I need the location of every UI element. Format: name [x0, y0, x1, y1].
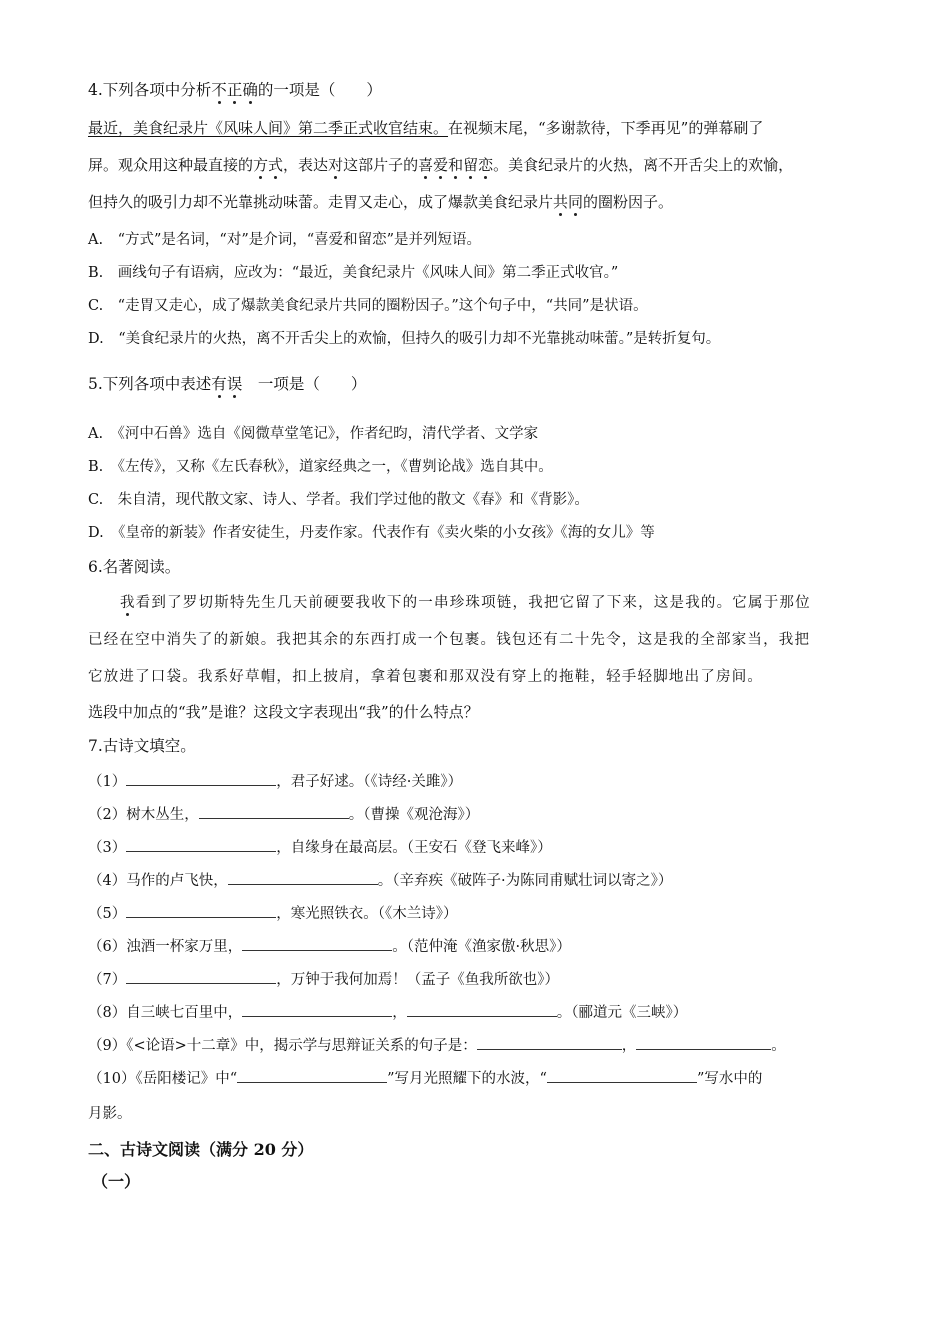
- fill-blank[interactable]: [126, 836, 276, 852]
- q7-item-10: [88, 1067, 762, 1089]
- q7-item-6: [88, 935, 571, 957]
- fill-blank[interactable]: [636, 1034, 771, 1050]
- q7-item-text: （1）: [88, 774, 127, 790]
- fill-blank[interactable]: [547, 1067, 697, 1083]
- q5-title: [88, 374, 366, 394]
- q5-emphasis-char: 误: [226, 375, 243, 393]
- q7-item-text: 。（辛弃疾《破阵子·为陈同甫赋壮词以寄之》）: [377, 873, 673, 889]
- section-heading: 二、古诗文阅读（满分 20 分）: [88, 1140, 314, 1159]
- q7-item-text: 。（范仲淹《渔家傲·秋思》）: [392, 939, 571, 955]
- q5-title-text: 5.下列各项中表述: [88, 375, 212, 393]
- q7-item-text: ，: [392, 1005, 407, 1021]
- q4-emphasis-char: 恋: [478, 156, 494, 174]
- fill-blank[interactable]: [407, 1001, 557, 1017]
- q7-item-text: （3）: [88, 840, 127, 856]
- q7-item-10-cont: 月影。: [88, 1106, 132, 1122]
- q4-passage-line3: [88, 192, 673, 212]
- q4-passage-line1: [88, 118, 763, 138]
- q4-emphasis-char: 留: [463, 156, 479, 174]
- q6-emphasis-char: 我: [120, 595, 136, 611]
- fill-blank[interactable]: [126, 968, 276, 984]
- q4-passage-text: 这部片子的: [343, 156, 419, 174]
- q7-item-text: （8）自三峡七百里中，: [88, 1005, 243, 1021]
- q6-title: 6.名著阅读。: [88, 558, 181, 576]
- q4-title-text: 的一项是（ ）: [257, 81, 382, 99]
- q5-option-d: D. 《皇帝的新装》作者安徒生，丹麦作家。代表作有《卖火柴的小女孩》《海的女儿》等: [88, 525, 655, 541]
- q4-emphasis-char: 共: [553, 193, 569, 211]
- q5-option-a: A. 《河中石兽》选自《阅微草堂笔记》，作者纪昀，清代学者、文学家: [88, 426, 539, 442]
- q7-title: 7.古诗文填空。: [88, 737, 196, 755]
- q7-item-text: ，寒光照铁衣。（《木兰诗》）: [276, 906, 458, 922]
- q4-emphasis-char: 和: [448, 156, 464, 174]
- q4-passage-text: 在视频末尾，“多谢款待，下季再见”的弹幕刷了: [448, 119, 764, 137]
- fill-blank[interactable]: [242, 935, 392, 951]
- q7-item-4: [88, 869, 672, 891]
- fill-blank[interactable]: [126, 770, 276, 786]
- q7-item-text: （5）: [88, 906, 127, 922]
- q7-item-3: [88, 836, 552, 858]
- q4-emphasis-char: 确: [242, 81, 258, 99]
- q7-item-2: [88, 803, 479, 825]
- q7-item-text: 。: [771, 1038, 786, 1054]
- q5-option-b: B. 《左传》，又称《左氏春秋》，道家经典之一，《曹刿论战》选自其中。: [88, 459, 553, 475]
- q7-item-7: [88, 968, 559, 990]
- q4-emphasis-char: 不: [211, 81, 227, 99]
- q7-item-8: [88, 1001, 687, 1023]
- fill-blank[interactable]: [199, 803, 349, 819]
- fill-blank[interactable]: [126, 902, 276, 918]
- q6-passage-line3: 它放进了口袋。我系好草帽，扣上披肩，拿着包裹和那双没有穿上的拖鞋，轻手轻脚地出了房间。: [88, 669, 764, 685]
- q4-option-d: D. “美食纪录片的火热，离不开舌尖上的欢愉，但持久的吸引力却不光靠挑动味蕾。”是转折复句。: [88, 331, 721, 347]
- q7-item-text: ”写水中的: [696, 1071, 763, 1087]
- q5-option-c: C. 朱自清，现代散文家、诗人、学者。我们学过他的散文《春》和《背影》。: [88, 492, 589, 508]
- q7-item-text: ，: [621, 1038, 637, 1054]
- q4-passage-line2: [88, 155, 793, 175]
- q7-item-text: （9）《<论语>十二章》中，揭示学与思辩证关系的句子是：: [88, 1038, 477, 1054]
- fill-blank[interactable]: [228, 869, 378, 885]
- q6-question: 选段中加点的“我”是谁？这段文字表现出“我”的什么特点？: [88, 703, 479, 721]
- q7-item-text: （7）: [88, 972, 127, 988]
- q4-title: [88, 80, 382, 100]
- q4-passage-text: ，表达: [283, 156, 329, 174]
- q7-item-text: 。（曹操《观沧海》）: [348, 807, 480, 823]
- q7-item-text: ，君子好逑。（《诗经·关雎》）: [276, 774, 463, 790]
- q7-item-5: [88, 902, 457, 924]
- q4-title-text: 4.下列各项中分析: [88, 81, 212, 99]
- q7-item-text: （2）树木丛生，: [88, 807, 199, 823]
- q4-option-a: A. “方式”是名词，“对”是介词，“喜爱和留恋”是并列短语。: [88, 232, 482, 248]
- q5-emphasis-char: 有: [211, 375, 227, 393]
- q7-item-text: ，自缘身在最高层。（王安石《登飞来峰》）: [276, 840, 552, 856]
- q7-item-text: 。（郦道元《三峡》）: [556, 1005, 688, 1021]
- fill-blank[interactable]: [477, 1034, 622, 1050]
- q7-item-text: （6）浊酒一杯家万里，: [88, 939, 243, 955]
- q4-option-b: B. 画线句子有语病，应改为：“最近，美食纪录片《风味人间》第二季正式收官。”: [88, 265, 619, 281]
- q6-passage-line1: [120, 593, 811, 613]
- q4-underlined-sentence: 最近，美食纪录片《风味人间》第二季正式收官结束。: [88, 119, 449, 137]
- q7-item-9: [88, 1034, 786, 1056]
- q4-passage-text: 。美食纪录片的火热，离不开舌尖上的欢愉，: [493, 156, 794, 174]
- q4-option-c: C. “走胃又走心，成了爆款美食纪录片共同的圈粉因子。”这个句子中，“共同”是状语。: [88, 298, 648, 314]
- q4-emphasis-char: 同: [568, 193, 584, 211]
- q6-passage-text: 看到了罗切斯特先生几天前硬要我收下的一串珍珠项链，我把它留了下来，这是我的。它属于那位: [135, 595, 811, 611]
- q4-emphasis-char: 对: [328, 156, 344, 174]
- q4-emphasis-char: 正: [226, 81, 243, 99]
- q7-item-text: ”写月光照耀下的水波，“: [387, 1071, 547, 1087]
- q6-passage-line2: 已经在空中消失了的新娘。我把其余的东西打成一个包裹。钱包还有二十先令，这是我的全部家当，我把: [88, 632, 811, 648]
- q4-emphasis-char: 方: [253, 156, 269, 174]
- q4-passage-text: 屏。观众用这种最直接的: [88, 156, 254, 174]
- q4-passage-text: 的圈粉因子。: [583, 193, 674, 211]
- q7-item-1: [88, 770, 462, 792]
- q4-emphasis-char: 式: [268, 156, 284, 174]
- subsection-heading: （一）: [92, 1172, 141, 1191]
- q7-item-text: （4）马作的卢飞快，: [88, 873, 228, 889]
- q4-emphasis-char: 喜: [418, 156, 434, 174]
- fill-blank[interactable]: [242, 1001, 392, 1017]
- q4-passage-text: 但持久的吸引力却不光靠挑动味蕾。走胃又走心，成了爆款美食纪录片: [88, 193, 554, 211]
- q4-emphasis-char: 爱: [433, 156, 449, 174]
- q7-item-text: （10）《岳阳楼记》中“: [88, 1071, 238, 1087]
- q7-item-text: ，万钟于我何加焉！（孟子《鱼我所欲也》）: [276, 972, 559, 988]
- q5-title-text: 一项是（ ）: [242, 375, 367, 393]
- fill-blank[interactable]: [237, 1067, 387, 1083]
